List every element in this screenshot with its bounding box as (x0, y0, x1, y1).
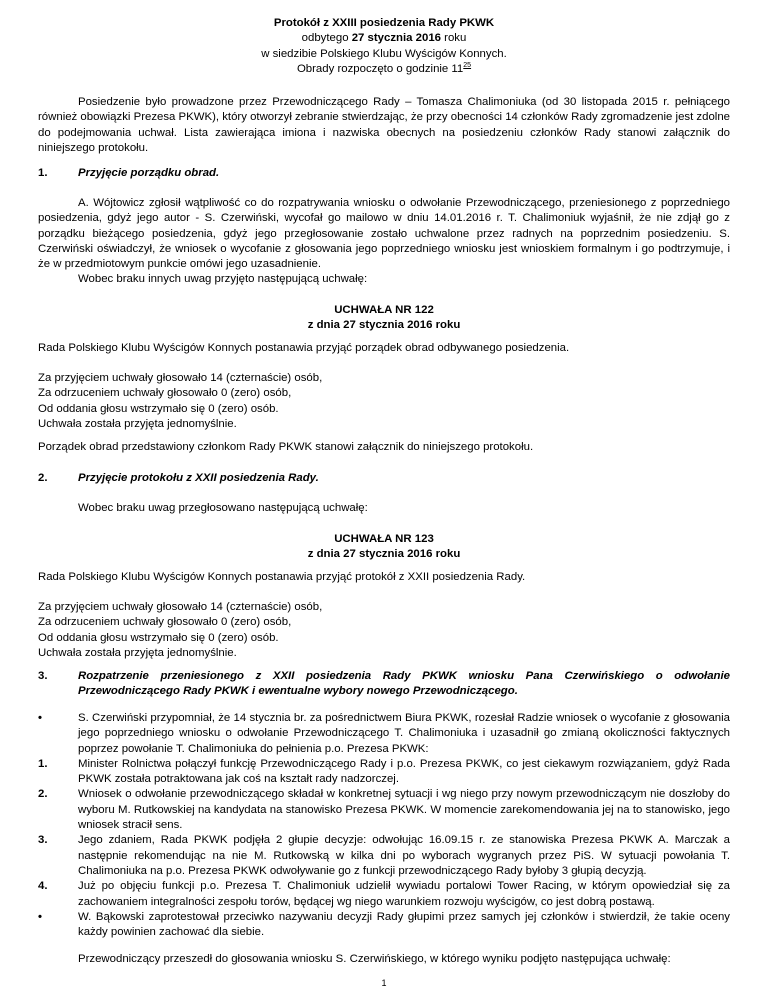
list-number: 1. (38, 757, 48, 770)
section-title: Rozpatrzenie przeniesionego z XXII posiedzenia Rady PKWK wniosku Pana Czerwińskiego o odwołanie Przewodniczącego Rady PKWK i ewentualne wybory nowego Przewodniczącego. (78, 670, 730, 698)
resolution-text: Rada Polskiego Klubu Wyścigów Konnych postanawia przyjąć protokół z XXII posiedzenia Rady. (38, 571, 526, 583)
resolution-text: Rada Polskiego Klubu Wyścigów Konnych postanawia przyjąć porządek obrad odbywanego posiedzenia. (38, 342, 570, 354)
list-item: 4. Już po objęciu funkcji p.o. Prezesa T. Chalimoniuk udzielił wywiadu portalowi Tower Racing, w którym opowiedział się za zachowaniem integralności zespołu torów, będącej wg niego warunkiem rozwoju wyścigów, co jest dobrą postawą. (38, 880, 730, 908)
meeting-date-line: odbytego 27 stycznia 2016 roku (301, 32, 467, 45)
bullet-marker: • (38, 712, 42, 724)
section-title: Przyjęcie protokołu z XXII posiedzenia Rady. (78, 472, 319, 484)
resolution-title: UCHWAŁA NR 123 (334, 533, 434, 545)
bullet-marker: • (38, 910, 42, 923)
vote-line: Uchwała została przyjęta jednomyślnie. (38, 417, 237, 430)
resolution-title: UCHWAŁA NR 122 (334, 304, 434, 316)
vote-line: Uchwała została przyjęta jednomyślnie. (38, 646, 237, 659)
list-item: 3. Jego zdaniem, Rada PKWK podjęła 2 głupie decyzje: odwołując 16.09.15 r. ze stanowiska Prezesa PKWK A. Marczak a następnie rekomendując na nie M. Rutkowską w kilka dni po wyborach wygranych przez PiS. W sytuacji powołania T. Chalimoniuka na p.o. Prezesa PKWK odwoływanie go z funkcji przewodniczącego Rady byłoby 3 głupią decyzją. (38, 834, 730, 877)
section-title: Przyjęcie porządku obrad. (78, 167, 220, 179)
resolution-date: z dnia 27 stycznia 2016 roku (307, 319, 461, 332)
vote-line: Od oddania głosu wstrzymało się 0 (zero) osób. (38, 402, 279, 415)
meeting-location: w siedzibie Polskiego Klubu Wyścigów Konnych. (261, 47, 507, 60)
list-item: 2. Wniosek o odwołanie przewodniczącego składał w konkretnej sytuacji i wg niego przy nowym przewodniczącym nie doszłoby do wyboru M. Rutkowskiej na kandydata na stanowisko Prezesa PKWK. W momencie zarekomendowania jej na to stanowisko, jego wniosek stracił sens. (38, 788, 730, 832)
section-number: 2. (38, 472, 48, 484)
vote-results (38, 371, 730, 432)
meeting-date: 27 stycznia 2016 (351, 32, 441, 45)
vote-line: Za przyjęciem uchwały głosowało 14 (czternaście) osób, (38, 372, 323, 384)
section-3-closing: Przewodniczący przeszedł do głosowania wniosku S. Czerwińskiego, w którego wyniku podjęto następująca uchwałę: (78, 953, 671, 965)
section-1-lead: Wobec braku innych uwag przyjęto następującą uchwałę: (78, 273, 368, 285)
section-number: 1. (38, 167, 48, 179)
section-number: 3. (38, 670, 48, 682)
vote-results (38, 600, 730, 661)
section-3-list (38, 711, 730, 940)
vote-line: Za przyjęciem uchwały głosowało 14 (czternaście) osób, (38, 601, 323, 613)
document-header (38, 16, 730, 77)
section-2-heading (38, 471, 730, 486)
list-item: • W. Bąkowski zaprotestował przeciwko nazywaniu decyzji Rady głupimi przez samych jej członków i stwierdził, że takie oceny każdy powinien zachować dla siebie. (38, 910, 730, 939)
vote-line: Za odrzuceniem uchwały głosowało 0 (zero) osób, (38, 387, 292, 400)
list-number: 2. (38, 788, 48, 801)
start-minutes: 25 (463, 62, 472, 70)
resolution-122 (38, 303, 730, 334)
section-1-paragraph: A. Wójtowicz zgłosił wątpliwość co do rozpatrywania wniosku o odwołanie Przewodniczącego, przeniesionego z poprzedniego posiedzenia, gdyż jego autor - S. Czerwiński, wycofał go mailowo w dniu 14.01.2016 r. T. Chalimoniuk wyjaśnił, że nie zdjął go z porządku bieżącego posiedzenia, gdyż jego przegłosowanie zostało uchwalone przez radnych na poprzednim posiedzeniu. S. Czerwiński oświadczył, że wniosek o wycofanie z głosowania jego poprzedniego wniosku jest wnioskiem formalnym i go podtrzymuje, i że w przedmiotowym punkcie omówi jego uzasadnienie. (38, 197, 730, 271)
resolution-date: z dnia 27 stycznia 2016 roku (307, 548, 461, 561)
section-1-closing: Porządek obrad przedstawiony członkom Rady PKWK stanowi załącznik do niniejszego protokołu. (38, 441, 534, 453)
section-2-lead: Wobec braku uwag przegłosowano następującą uchwałę: (78, 502, 368, 514)
resolution-123 (38, 532, 730, 563)
page-number: 1 (381, 978, 387, 988)
vote-line: Od oddania głosu wstrzymało się 0 (zero) osób. (38, 631, 279, 644)
intro-paragraph: Posiedzenie było prowadzone przez Przewodniczącego Rady – Tomasza Chalimoniuka (od 30 listopada 2015 r. pełniącego również obowiązki Prezesa PKWK), który otworzył zebranie stwierdzając, że przy obecności 14 członków Rady zgromadzenie jest zdolne do podejmowania uchwał. Lista zawierająca imiona i nazwiska obecnych na posiedzeniu członków Rady stanowi załącznik do niniejszego protokołu. (38, 96, 730, 154)
section-1-heading (38, 166, 730, 181)
meeting-start-time: Obrady rozpoczęto o godzinie $11^{25}$ (296, 62, 472, 75)
list-number: 3. (38, 834, 48, 847)
list-item: • S. Czerwiński przypomniał, że 14 stycznia br. za pośrednictwem Biura PKWK, rozesłał Radzie wniosek o wycofanie z głosowania jego poprzedniego wniosku o odwołanie Przewodniczącego T. Chalimoniuka i uzasadnił go zmianą okoliczności faktycznych poprzez powołanie T. Chalimoniuka do pełnienia p.o. Prezesa PKWK: (38, 712, 730, 755)
list-number: 4. (38, 880, 48, 893)
section-3-heading (38, 669, 730, 700)
vote-line: Za odrzuceniem uchwały głosowało 0 (zero) osób, (38, 616, 292, 629)
document-title: Protokół z XXIII posiedzenia Rady PKWK (273, 17, 495, 29)
list-item: 1. Minister Rolnictwa połączył funkcję Przewodniczącego Rady i p.o. Prezesa PKWK, co jest ciekawym rozwiązaniem, gdyż Rada PKWK została potraktowana jak coś na kształt rady nadzorczej. (38, 757, 730, 786)
